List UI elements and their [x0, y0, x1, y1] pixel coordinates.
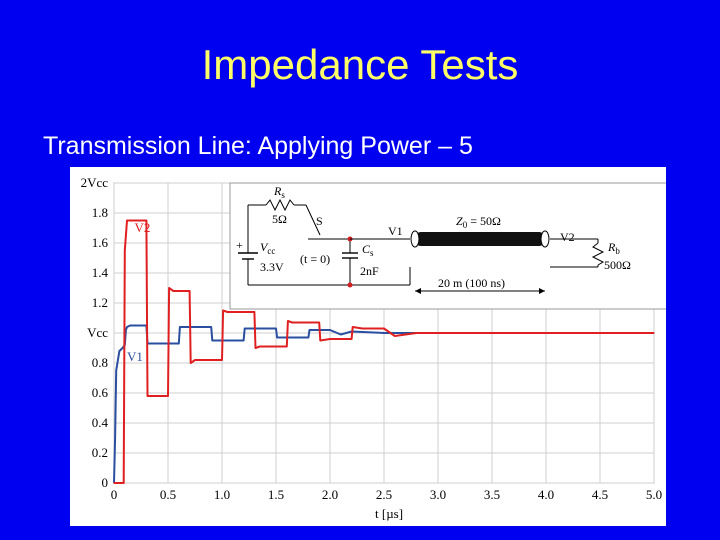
data-point-v1 — [243, 340, 244, 341]
data-point-v2 — [287, 320, 288, 321]
x-tick-label: 2.0 — [321, 487, 339, 502]
data-point-v2 — [599, 332, 600, 333]
data-point-v2 — [416, 332, 417, 333]
data-point-v2 — [162, 395, 163, 396]
rs-label: $R_s$ — [274, 184, 285, 200]
data-point-v2 — [275, 346, 276, 347]
data-point-v1 — [115, 437, 116, 438]
y-tick-label: 1.4 — [91, 265, 108, 280]
data-point-v2 — [255, 347, 256, 348]
data-point-v1 — [383, 332, 384, 333]
x-tick-label: 1.5 — [267, 487, 285, 502]
data-point-v2 — [286, 346, 287, 347]
data-point-v2 — [320, 340, 321, 341]
y-tick-label: 2Vcc — [80, 175, 108, 190]
data-point-v2 — [491, 332, 492, 333]
y-tick-label: 0.2 — [91, 445, 108, 460]
data-point-v2 — [437, 332, 438, 333]
data-point-v1 — [179, 326, 180, 327]
data-point-v1 — [297, 337, 298, 338]
data-point-v2 — [190, 362, 191, 363]
series-label-v2: V2 — [134, 220, 151, 235]
data-point-v2 — [147, 395, 148, 396]
data-point-v2 — [221, 359, 222, 360]
data-point-v1 — [340, 334, 341, 335]
data-point-v1 — [309, 329, 310, 330]
data-point-v1 — [308, 337, 309, 338]
cs-value: 2nF — [360, 264, 379, 278]
data-point-v1 — [277, 337, 278, 338]
x-tick-label: 5.0 — [645, 487, 663, 502]
switch-label: S — [316, 214, 323, 228]
data-point-v1 — [211, 326, 212, 327]
x-tick-label: 3.5 — [483, 487, 501, 502]
data-point-v1 — [116, 370, 117, 371]
data-point-v2 — [211, 359, 212, 360]
x-axis-label: t [µs] — [375, 506, 404, 521]
data-point-v1 — [244, 328, 245, 329]
y-tick-label: 1.2 — [91, 295, 108, 310]
y-tick-label: 0.6 — [91, 385, 108, 400]
vcc-value: 3.3V — [260, 260, 284, 274]
x-tick-label: 0.5 — [159, 487, 177, 502]
data-point-v2 — [362, 328, 363, 329]
data-point-v1 — [135, 325, 136, 326]
x-tick-label: 3.0 — [429, 487, 447, 502]
data-point-v1 — [329, 329, 330, 330]
data-point-v2 — [319, 322, 320, 323]
y-tick-label: 0.4 — [91, 415, 108, 430]
data-point-v2 — [308, 322, 309, 323]
data-point-v2 — [130, 220, 131, 221]
data-point-v1 — [125, 329, 126, 330]
data-point-v2 — [254, 311, 255, 312]
y-tick-label: 0 — [101, 475, 108, 490]
x-tick-label: 2.5 — [375, 487, 393, 502]
data-point-v2 — [243, 311, 244, 312]
data-point-v1 — [119, 350, 120, 351]
data-point-v2 — [167, 395, 168, 396]
data-point-v2 — [653, 332, 654, 333]
data-point-v1 — [265, 328, 266, 329]
y-tick-label: 1.6 — [91, 235, 108, 250]
data-point-v2 — [227, 311, 228, 312]
data-point-v2 — [123, 482, 124, 483]
data-point-v1 — [126, 326, 127, 327]
data-point-v1 — [275, 328, 276, 329]
chart-svg — [70, 167, 666, 526]
data-point-v2 — [124, 250, 125, 251]
data-point-v2 — [189, 290, 190, 291]
data-point-v2 — [126, 220, 127, 221]
rb-value: 500Ω — [604, 258, 631, 272]
data-point-v2 — [169, 287, 170, 288]
x-tick-label: 0 — [110, 487, 118, 502]
coax-end-left — [411, 231, 419, 247]
data-point-v2 — [194, 359, 195, 360]
data-point-v1 — [178, 343, 179, 344]
x-tick-label: 4.5 — [591, 487, 609, 502]
data-point-v1 — [157, 343, 158, 344]
data-point-v2 — [184, 290, 185, 291]
data-point-v2 — [329, 338, 330, 339]
vcc-label: $V_{cc}$ — [260, 240, 276, 256]
rs-value: 5Ω — [272, 212, 287, 226]
series-label-v1: V1 — [126, 349, 143, 364]
data-point-v2 — [113, 482, 114, 483]
z0-label: $Z_0 = 50\Omega$ — [456, 214, 501, 230]
coax-cable — [415, 232, 545, 246]
data-point-v1 — [130, 325, 131, 326]
data-point-v2 — [223, 310, 224, 311]
node-bottom — [348, 283, 353, 288]
slide-subtitle: Transmission Line: Applying Power – 5 — [43, 132, 473, 160]
rb-label: $R_b$ — [608, 240, 620, 256]
data-point-v1 — [200, 326, 201, 327]
x-tick-label: 1.0 — [213, 487, 231, 502]
data-point-v2 — [351, 338, 352, 339]
data-point-v1 — [122, 347, 123, 348]
data-point-v1 — [212, 340, 213, 341]
data-point-v2 — [151, 395, 152, 396]
v2-label: V2 — [560, 230, 575, 244]
v1-label: V1 — [388, 224, 403, 238]
y-tick-label: 0.8 — [91, 355, 108, 370]
x-tick-label: 4.0 — [537, 487, 555, 502]
data-point-v2 — [383, 328, 384, 329]
y-tick-label: Vcc — [87, 325, 108, 340]
y-tick-label: 1.8 — [91, 205, 108, 220]
data-point-v2 — [394, 335, 395, 336]
data-point-v1 — [232, 340, 233, 341]
data-point-v2 — [545, 332, 546, 333]
data-point-v2 — [352, 326, 353, 327]
cs-label: $C_s$ — [362, 242, 374, 258]
data-point-v2 — [292, 322, 293, 323]
circuit-inset — [230, 183, 666, 309]
data-point-v2 — [259, 346, 260, 347]
chart-figure — [70, 167, 666, 526]
length-label: 20 m (100 ns) — [438, 276, 505, 290]
data-point-v2 — [173, 290, 174, 291]
slide-title: Impedance Tests — [201, 41, 519, 88]
t0-label: (t = 0) — [300, 252, 331, 266]
plus-sign: + — [236, 238, 243, 252]
coax-end-right — [541, 231, 549, 247]
